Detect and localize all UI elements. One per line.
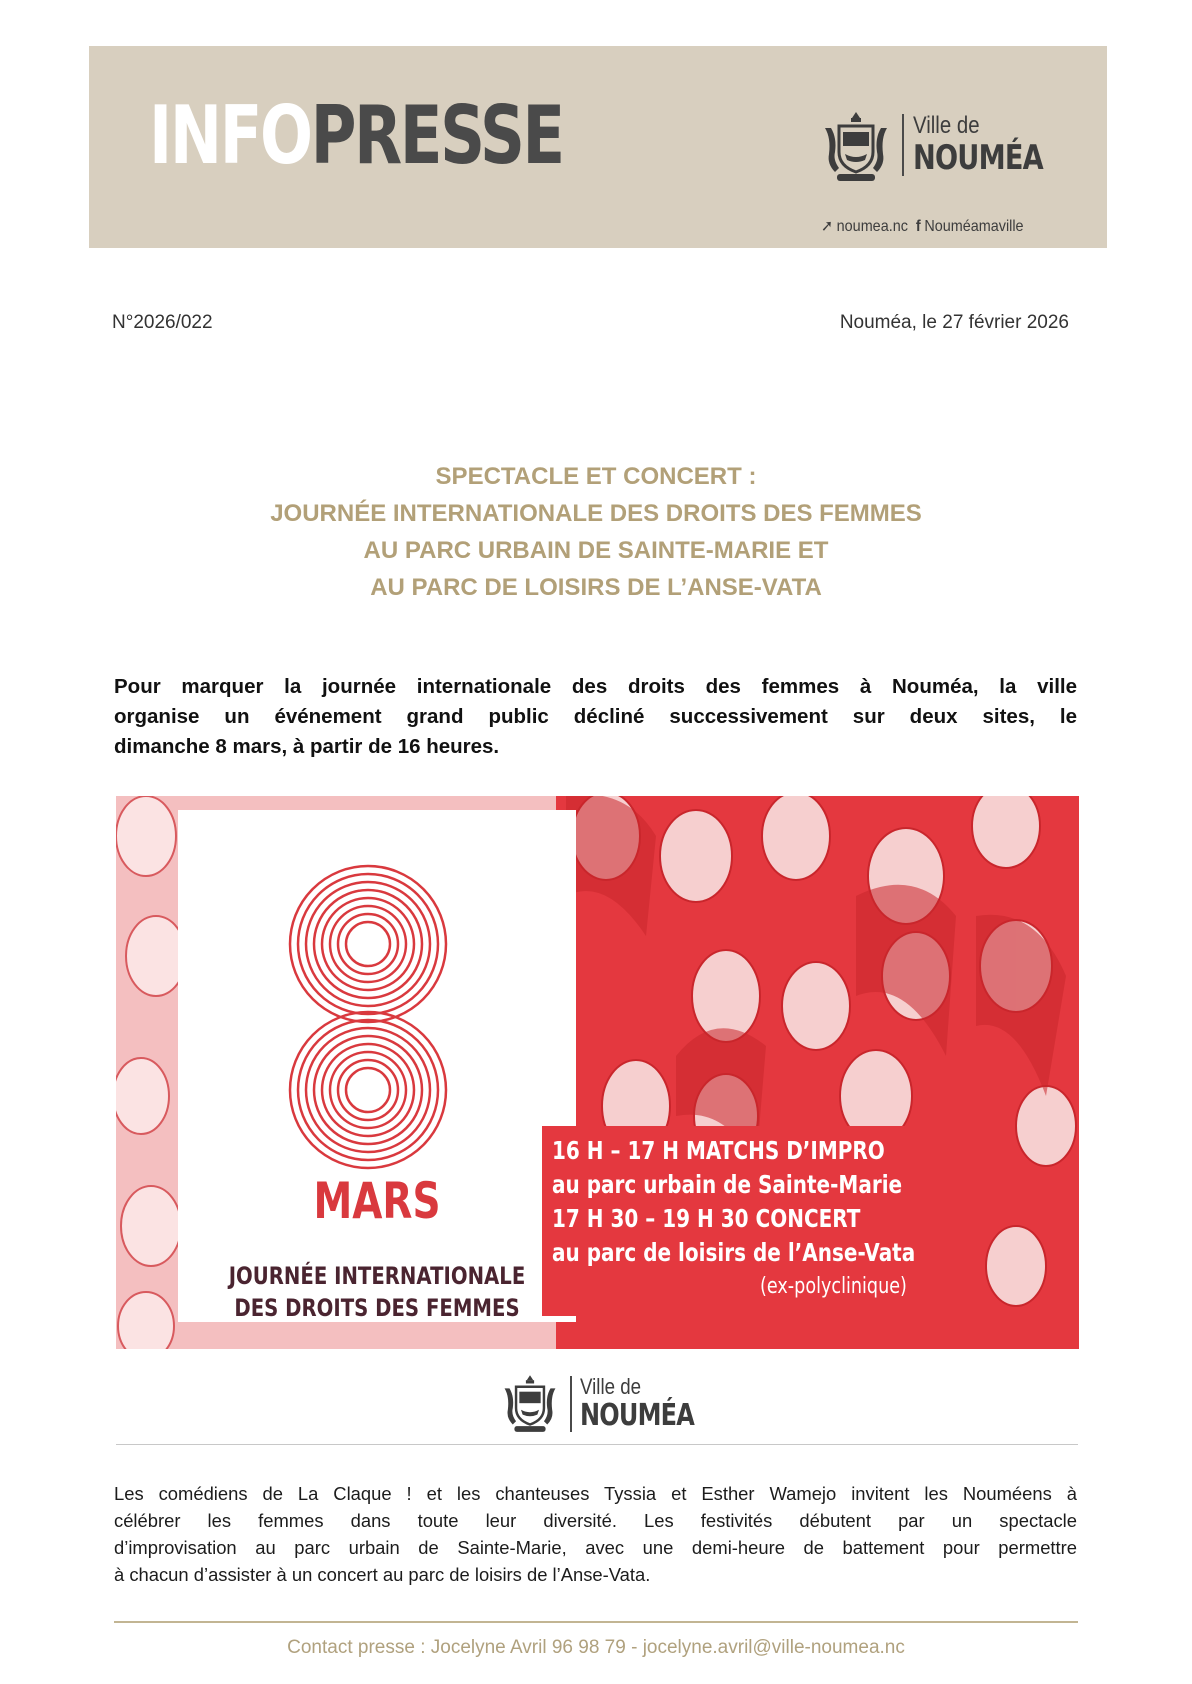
website-link[interactable]: noumea.nc bbox=[836, 218, 908, 235]
title-line: AU PARC DE LOISIRS DE L’ANSE-VATA bbox=[370, 574, 822, 601]
send-arrow-icon: ➚ bbox=[821, 218, 834, 235]
press-dateline: Nouméa, le 27 février 2026 bbox=[839, 312, 1069, 333]
lead-line: Pour marquer la journée internationale des droits des femmes à Nouméa, la ville bbox=[114, 675, 1077, 698]
footer-divider bbox=[114, 1621, 1078, 1623]
info-presse-wordmark bbox=[149, 89, 563, 182]
logo-noumea: NOUMÉA bbox=[580, 1398, 695, 1433]
brand-presse: PRESSE bbox=[310, 89, 563, 182]
poster-caption-line: DES DROITS DES FEMMES bbox=[234, 1294, 520, 1322]
body-line: à chacun d’assister à un concert au parc de loisirs de l’Anse-Vata. bbox=[114, 1564, 651, 1585]
program-line: au parc urbain de Sainte-Marie bbox=[552, 1170, 903, 1199]
logo-divider bbox=[902, 114, 904, 176]
city-crest-icon bbox=[817, 108, 895, 186]
poster-caption bbox=[178, 1260, 576, 1324]
press-header bbox=[89, 46, 1107, 248]
program-line: 17 H 30 – 19 H 30 CONCERT bbox=[552, 1204, 861, 1233]
logo-noumea: NOUMÉA bbox=[913, 138, 1043, 178]
poster-caption-line: JOURNÉE INTERNATIONALE bbox=[228, 1262, 526, 1290]
lead-line: dimanche 8 mars, à partir de 16 heures. bbox=[114, 735, 500, 758]
title-line: SPECTACLE ET CONCERT : bbox=[435, 463, 757, 490]
press-reference-number: N°2026/022 bbox=[112, 312, 213, 333]
city-crest-icon bbox=[498, 1372, 562, 1436]
program-box bbox=[542, 1126, 974, 1316]
body-line: d’improvisation au parc urbain de Sainte-Marie, avec une demi-heure de battement pour permettre bbox=[114, 1537, 1077, 1558]
title-line: AU PARC URBAIN DE SAINTE-MARIE ET bbox=[363, 537, 829, 564]
body-paragraph bbox=[114, 1480, 1077, 1588]
program-line: au parc de loisirs de l’Anse-Vata bbox=[552, 1238, 916, 1267]
program-line: 16 H – 17 H MATCHS D’IMPRO bbox=[552, 1136, 885, 1165]
divider bbox=[116, 1444, 1078, 1445]
event-poster bbox=[116, 796, 1079, 1349]
body-line: Les comédiens de La Claque ! et les chanteuses Tyssia et Esther Wamejo invitent les Nouméens à bbox=[114, 1483, 1077, 1504]
poster-month: MARS bbox=[313, 1172, 441, 1230]
logo-links bbox=[821, 216, 1024, 236]
logo-divider bbox=[570, 1376, 572, 1432]
brand-info: INFO bbox=[149, 89, 311, 182]
facebook-link[interactable]: Nouméamaville bbox=[924, 218, 1024, 235]
city-logo bbox=[817, 108, 1087, 235]
logo-ville-de: Ville de bbox=[580, 1374, 642, 1399]
press-contact[interactable]: Contact presse : Jocelyne Avril 96 98 79 - jocelyne.avril@ville-noumea.nc bbox=[287, 1637, 905, 1658]
lead-paragraph bbox=[114, 672, 1077, 762]
number-eight-graphic bbox=[268, 862, 468, 1172]
press-title bbox=[0, 458, 1192, 606]
lead-line: organise un événement grand public décliné successivement sur deux sites, le bbox=[114, 705, 1077, 728]
body-line: célébrer les femmes dans toute leur diversité. Les festivités débutent par un spectacle bbox=[114, 1510, 1077, 1531]
poster-card bbox=[178, 810, 576, 1322]
program-line: (ex-polyclinique) bbox=[760, 1274, 907, 1299]
facebook-icon: f bbox=[915, 218, 921, 235]
logo-ville-de: Ville de bbox=[913, 112, 980, 139]
title-line: JOURNÉE INTERNATIONALE DES DROITS DES FEMMES bbox=[270, 500, 922, 527]
footer-city-logo bbox=[498, 1372, 718, 1444]
